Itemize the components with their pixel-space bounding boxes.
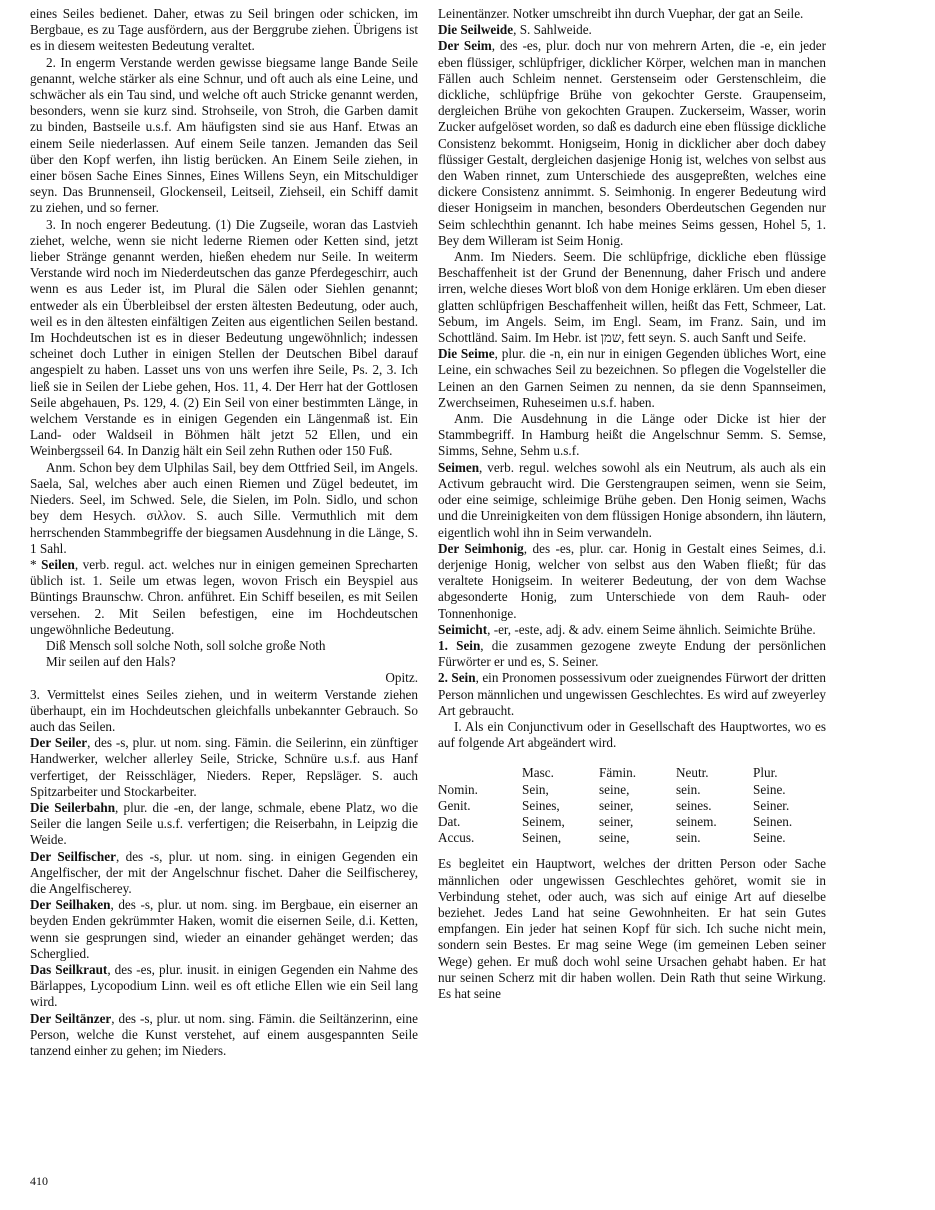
entry-seilkraut: Das Seilkraut, des -es, plur. inusit. in einigen Gegenden ein Nahme des Bärlappes, Lycopodium Linn. weil es oft etliche Ellen wie ein Seil lang wird. xyxy=(30,961,418,1010)
paragraph: 3. In noch engerer Bedeutung. (1) Die Zugseile, woran das Lastvieh ziehet, welche, wenn sie nicht lederne Riemen oder Ketten sind, jetzt lieber Stränge genannt werden, hießen ehedem nur Seile. In weiterm Verstande wird noch im Niederdeutschen das ganze Pferdegeschirr, auch wenn es aus Leder ist, im Plural die Sälen oder Siehlen genannt; entweder als ein Überbleibsel der ersten ältesten Bedeutung, oder auch, weil es in den ältesten einfältigen Zeiten aus eigentlichen Seilen bestand. Im Hochdeutschen ist es in dieser Bedeutung ungewöhnlich; indessen scheinet doch Luther in einigen Stellen der Deutschen Bibel darauf angespielt zu haben. Lasset uns von uns werfen ihre Seile, Ps. 2, 3. Ich ließ sie in Seilen der Liebe gehen, Hos. 11, 4. Der Herr hat der Gottlosen Seile abgehauen, Ps. 129, 4. (2) Ein Seil von einer bestimmten Länge, in welchem Verstande es in einigen Gegenden ein Längenmaß ist. Ein Land- oder Waldseil in Böhmen hält jetzt 52 Ellen, und ein Weinbergsseil 64. In Danzig hält ein Seil zehn Ruthen oder 150 Fuß. xyxy=(30,216,418,459)
table-cell: seiner, xyxy=(599,797,634,813)
paragraph: Es begleitet ein Hauptwort, welches der dritten Person oder Sache männlichen oder ungewissen Geschlechtes gehöret, womit sie in Verbindung stehet, oder auch, was sich auf einige Art auf dieselbe beziehet. Jedes Land hat seine Gewohnheiten. Er hat sein Gutes empfangen. Ein jeder hat seinen Kopf für sich. Ich suche nicht mein, sondern sein Bestes. Er mag seine Wege (im gemeinen Leben seiner Wege) gehen. Er muß doch wohl seine Ursachen gehabt haben. Er hat nur seinen Scherz mit dir haben wollen. Dein Rath thut seine Wirkung. Es hat seine xyxy=(438,856,826,1001)
headword: Seimicht xyxy=(438,621,488,637)
table-cell: Seinen, xyxy=(522,830,562,846)
table-cell: Seine. xyxy=(753,781,786,797)
table-cell: seinem. xyxy=(676,813,717,829)
table-cell: sein. xyxy=(676,781,701,797)
left-column xyxy=(30,6,418,1059)
entry-seimhonig: Der Seimhonig, des -es, plur. car. Honig in Gestalt eines Seimes, d.i. derjenige Honig, welcher von selbst aus den Waben fließt; für das veraltete Honigseim. In weiterer Bedeutung, der von dem Wachse abgesonderte Honig, zum Unterschiede von dem Rauh- oder Tonnenhonige. xyxy=(438,540,826,621)
headword: Der Seilfischer xyxy=(30,848,116,864)
entry-seiltaenzer: Der Seiltänzer, des -s, plur. ut nom. sing. Fämin. die Seiltänzerinn, eine Person, welche die Kunst verstehet, auf einem ausgespannten Seile tanzend einher zu gehen; im Nieders. xyxy=(30,1010,418,1058)
verse-line: Mir seilen auf den Hals? xyxy=(46,654,176,670)
entry-sein-1: 1. Sein, die zusammen gezogene zweyte Endung der persönlichen Fürwörter er und es, S. Seiner. xyxy=(438,637,826,670)
entry-seilerbahn: Die Seilerbahn, plur. die -en, der lange, schmale, ebene Platz, wo die Seiler die langen Seile u.s.f. verfertigen; die Reiserbahn, in Leipzig die Weide. xyxy=(30,799,419,848)
page-number: 410 xyxy=(30,1174,48,1188)
table-cell: Accus. xyxy=(438,830,475,846)
table-row xyxy=(438,798,823,814)
headword: Die Seilweide xyxy=(438,22,514,38)
table-cell: seiner, xyxy=(599,813,634,829)
table-cell: Seinen. xyxy=(753,813,793,829)
entry-sein-2: 2. Sein, ein Pronomen possessivum oder zueignendes Fürwort der dritten Person männlichen und ungewissen Geschlechtes. Es wird auf zweyerley Art gebraucht. xyxy=(438,670,827,718)
paragraph: Leinentänzer. Notker umschreibt ihn durch Vuephar, der gat an Seile. xyxy=(438,6,804,21)
table-header: Masc. xyxy=(522,765,554,781)
verse-line: Diß Mensch soll solche Noth, soll solche große Noth xyxy=(46,637,326,653)
table-header-row xyxy=(438,765,823,781)
headword: Das Seilkraut xyxy=(30,961,108,977)
headword: 2. Sein xyxy=(438,670,476,686)
headword: Der Seim xyxy=(438,38,492,54)
headword: 1. Sein xyxy=(438,637,481,653)
table-cell: Seine. xyxy=(753,830,786,846)
declension-table xyxy=(438,765,823,846)
verse-attribution: Opitz. xyxy=(385,670,418,686)
table-cell: seine, xyxy=(599,830,630,846)
table-cell: Genit. xyxy=(438,797,471,813)
headword: Der Seilhaken xyxy=(30,897,111,913)
entry-seiler: Der Seiler, des -s, plur. ut nom. sing. Fämin. die Seilerinn, ein zünftiger Handwerker, welcher allerley Seile, Stricke, Schnüre u.s.f. aus Hanf verfertiget, der Reisschläger, Nieders. Reper, Repsläger. S. auch Spitzarbeiter und Stockarbeiter. xyxy=(30,735,418,799)
headword: Seimen xyxy=(438,459,480,475)
headword: Die Seilerbahn xyxy=(30,799,116,815)
paragraph: eines Seiles bedienet. Daher, etwas zu Seil bringen oder schicken, im Bergbaue, es zu Tage ausfördern, aus der Berggrube ziehen. Übrigens ist es in diesem weitesten Bedeutung veraltet. xyxy=(30,6,418,54)
headword: Die Seime xyxy=(438,346,495,362)
entry-seime: Die Seime, plur. die -n, ein nur in einigen Gegenden übliches Wort, eine Leine, ein schwaches Seil zu bezeichnen. So pflegen die Vogelsteller die Leinen an den Garnen Seimen zu nennen, da sie denn Spannseimen, Zwerchseimen, Ruheseimen u.s.f. haben. xyxy=(438,346,826,410)
table-cell: Nomin. xyxy=(438,781,478,797)
table-cell: Seinem, xyxy=(522,813,565,829)
entry-seimicht: Seimicht, -er, -este, adj. & adv. einem Seime ähnlich. Seimichte Brühe. xyxy=(438,621,816,637)
entry-seilen: * Seilen, verb. regul. act. welches nur in einigen gemeinen Sprecharten üblich ist. 1. Seile um etwas legen, wovon Frisch ein Beyspiel aus Büntings Braunschw. Chron. anführet. Ein Schiff beseilen, es mit Seilen versehen. 2. Mit Seilen befestigen, eine im Hochdeutschen ungewöhnliche Bedeutung. xyxy=(30,556,419,637)
paragraph: 3. Vermittelst eines Seiles ziehen, und in weiterm Verstande ziehen überhaupt, ein im Hochdeutschen gleichfalls unbekannter Gebrauch. So auch das Seilen. xyxy=(30,686,418,734)
annotation-paragraph: Anm. Schon bey dem Ulphilas Sail, bey dem Ottfried Seil, im Angels. Saela, Sal, welches aber auch einen Riemen und Zügel bedeutet, im Nieders. Seel, im Schwed. Sele, die Sielen, im Poln. Sidlo, und schon bey dem Hesych. σιλλον. S. auch Sille. Vermuthlich mit dem herrschenden Stammbegriffe der biegsamen Ausdehnung in die Länge, S. 1 Sahl. xyxy=(30,459,418,556)
table-header: Fämin. xyxy=(599,765,636,781)
table-cell: Dat. xyxy=(438,813,461,829)
table-header: Plur. xyxy=(753,765,778,781)
headword: Der Seiltänzer xyxy=(30,1010,112,1026)
table-cell: seine, xyxy=(599,781,630,797)
right-column xyxy=(438,6,826,1002)
entry-seilhaken: Der Seilhaken, des -s, plur. ut nom. sing. im Bergbaue, ein eiserner an beyden Enden gekrümmter Haken, womit die eisernen Seile, d.i. Ketten, wenn sie gesprungen sind, wieder an einander gehänget werden; das Scherglied. xyxy=(30,897,418,961)
headword: Seilen xyxy=(41,556,75,572)
table-cell: Seines, xyxy=(522,797,560,813)
table-row xyxy=(438,830,823,846)
table-header xyxy=(438,765,522,781)
entry-seilfischer: Der Seilfischer, des -s, plur. ut nom. sing. in einigen Gegenden ein Angelfischer, der mit der Angelschnur fischet. Daher die Seilfischerey, die Angelfischerey. xyxy=(30,848,418,896)
table-header: Neutr. xyxy=(676,765,709,781)
paragraph: 2. In engerm Verstande werden gewisse biegsame lange Bande Seile genannt, welche stärker als eine Schnur, und oft auch als eine Leine, und schwächer als ein Tau sind, und welche oft auch Stricke genannt werden, besonders, wenn sie kurz sind. Strohseile, von Stroh, die Garben damit zu binden, Bastseile u.s.f. Am häufigsten sind sie aus Hanf. Etwas an einem Seile niederlassen. Auf einem Seile tanzen. Jemanden das Seil über den Kopf werfen, ihn listig berücken. An Einem Seile ziehen, in einer bösen Sache Eines Sinnes, Eines Willens Seyn, ein Mitschuldiger seyn. Das Brunnenseil, Glockenseil, Leitseil, Ziehseil, ein Schiff damit zu ziehen, und so ferner. xyxy=(30,54,418,216)
table-row xyxy=(438,814,823,830)
table-cell: sein. xyxy=(676,830,701,846)
entry-seilweide: Die Seilweide, S. Sahlweide. xyxy=(438,22,592,38)
table-row xyxy=(438,782,823,798)
annotation-paragraph: Anm. Die Ausdehnung in die Länge oder Dicke ist hier der Stammbegriff. In Hamburg heißt die Angelschnur Semm. S. Semse, Simms, Sehne, Sehm u.s.f. xyxy=(438,411,826,459)
table-cell: Sein, xyxy=(522,781,549,797)
table-cell: seines. xyxy=(676,797,712,813)
paragraph: I. Als ein Conjunctivum oder in Gesellschaft des Hauptwortes, wo es auf folgende Art abgeändert wird. xyxy=(438,718,826,751)
entry-seim: Der Seim, des -es, plur. doch nur von mehrern Arten, die -e, ein jeder eben flüssiger, schlüpfriger, dicklicher Körper, welchen man in manchen Fällen auch Schleim nennet. Gerstenseim oder Gerstenschleim, die dickliche, schlüpfrige Brühe von gekochter Gerste. Graupenseim, dergleichen Brühe von gekochten Graupen. Zuckerseim, Wasser, worin Zucker aufgelöset worden, so daß es dadurch eine eben flüssige dickliche Consistenz bekommt. Honigseim, Honig in dicklicher aber doch dabey flüssiger Gestalt, dergleichen dasjenige Honig ist, welches von selbst aus den Waben rinnet, zum Unterschiede des ausgepreßten, welches eine dickere Consistenz annimmt. S. Seimhonig. In engerer Bedeutung wird dieser Honigseim in manchen, besonders Oberdeutschen Gegenden nur Seim schlechthin genannt. Ich habe meines Seims gessen, Hohel 5, 1. Bey dem Willeram ist Seim Honig. xyxy=(438,38,826,248)
entry-seimen: Seimen, verb. regul. welches sowohl als ein Neutrum, als auch als ein Activum gebraucht wird. Die Gerstengraupen seimen, wenn sie Seim, oder eine seimige, schleimige Brühe geben. Den Honig seimen, Wachs und die Unreinigkeiten von dem flüssigen Honige absondern, ihn läutern, eigentlich wohl ihn in Seim verwandeln. xyxy=(438,459,826,540)
annotation-paragraph: Anm. Im Nieders. Seem. Die schlüpfrige, dickliche eben flüssige Beschaffenheit ist der Grund der Benennung, daher Frisch und andere irren, welche dieses Wort bloß von dem Honige erklären. Um eben dieser glatten schlüpfrigen Beschaffenheit willen, heißt das Fett, Schmeer, Lat. Sebum, im Angels. Seim, im Engl. Seam, im Franz. Sain, und im Schottländ. Saim. Im Hebr. ist שמן, fett seyn. S. auch Sanft und Seife. xyxy=(438,249,826,346)
headword: Der Seiler xyxy=(30,735,88,751)
table-cell: Seiner. xyxy=(753,797,790,813)
headword: Der Seimhonig xyxy=(438,540,524,556)
